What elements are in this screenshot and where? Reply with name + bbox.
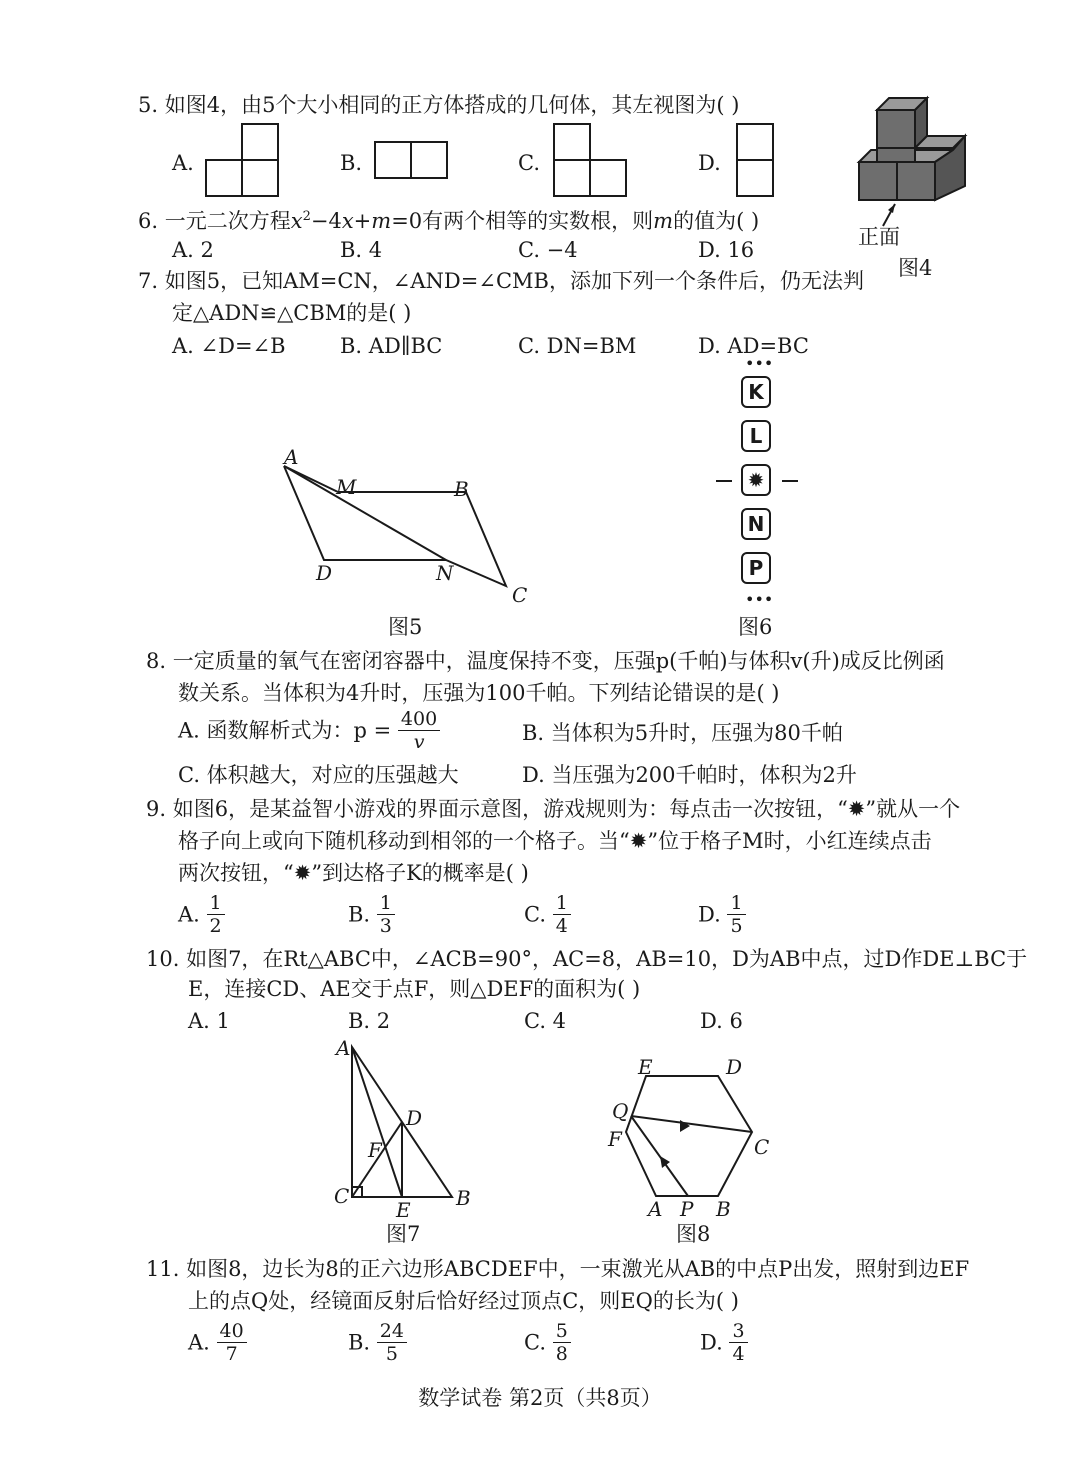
fig6-cell-m-current: ✹ (741, 464, 771, 496)
fig6-cell-l: L (741, 420, 771, 452)
fig6-cell-n: N (741, 508, 771, 540)
q11-stem-line1: 11. 如图8，边长为8的正六边形ABCDEF中，一束激光从AB的中点P出发，照射到边EF (146, 1257, 970, 1281)
q9-option-d: D. $\frac{1}{5}$ (698, 892, 746, 937)
q7-option-b: B. AD∥BC (340, 334, 443, 358)
fig5-label-n: N (436, 561, 454, 585)
q7-option-c: C. DN=BM (518, 334, 637, 358)
fig7-label-b: B (456, 1186, 471, 1210)
page-footer: 数学试卷 第2页（共8页） (418, 1386, 662, 1410)
figure-8 (604, 1050, 784, 1220)
figure-4-caption: 图4 (898, 256, 933, 280)
q5-option-c-label: C. (518, 151, 540, 175)
q11-option-d: D. $\frac{3}{4}$ (700, 1320, 748, 1365)
fig8-label-a: A (648, 1197, 663, 1221)
q7-stem-line1: 7. 如图5，已知AM=CN，∠AND=∠CMB，添加下列一个条件后，仍无法判 (138, 269, 864, 293)
q5-stem: 5. 如图4，由5个大小相同的正方体搭成的几何体，其左视图为( ) (138, 93, 740, 117)
fig8-label-q: Q (612, 1099, 629, 1123)
fig5-label-c: C (512, 583, 528, 607)
q9-stem-line1: 9. 如图6，是某益智小游戏的界面示意图，游戏规则为：每点击一次按钮，“✹”就从一个 (146, 797, 961, 821)
q10-stem-line1: 10. 如图7，在Rt△ABC中，∠ACB=90°，AC=8，AB=10，D为AB中点，过D作DE⊥BC于 (146, 947, 1028, 971)
fig8-label-d: D (726, 1055, 743, 1079)
q9-option-b: B. $\frac{1}{3}$ (348, 892, 395, 937)
figure-8-caption: 图8 (676, 1222, 711, 1246)
q8-stem-line1: 8. 一定质量的氧气在密闭容器中，温度保持不变，压强p(千帕)与体积v(升)成反比例函 (146, 649, 945, 673)
fig7-label-c: C (334, 1184, 350, 1208)
q8-option-d: D. 当压强为200千帕时，体积为2升 (522, 763, 857, 787)
figure-7-caption: 图7 (386, 1222, 421, 1246)
q5-option-b-view (373, 140, 449, 180)
q11-option-c: C. $\frac{5}{8}$ (524, 1320, 571, 1365)
fig7-label-e: E (396, 1198, 411, 1222)
q10-option-d: D. 6 (700, 1009, 743, 1033)
q8-option-b: B. 当体积为5升时，压强为80千帕 (522, 721, 843, 745)
q6-option-a: A. 2 (172, 238, 214, 262)
fig5-label-m: M (336, 475, 357, 499)
q8-stem-line2: 数关系。当体积为4升时，压强为100千帕。下列结论错误的是( ) (178, 681, 780, 705)
fig5-label-d: D (316, 561, 333, 585)
q11-stem-line2: 上的点Q处，经镜面反射后恰好经过顶点C，则EQ的长为( ) (188, 1289, 739, 1313)
q6-option-c: C. −4 (518, 238, 578, 262)
figure-5 (270, 440, 540, 610)
q10-option-c: C. 4 (524, 1009, 567, 1033)
q6-stem: 6. 一元二次方程$x^2-4x+m=0$有两个相等的实数根，则m的值为( ) (138, 209, 760, 233)
q7-option-d: D. AD=BC (698, 334, 809, 358)
q8-option-c: C. 体积越大，对应的压强越大 (178, 763, 459, 787)
fig5-label-b: B (454, 477, 469, 501)
q11-option-a: A. $\frac{40}{7}$ (188, 1320, 247, 1365)
q5-option-a-label: A. (172, 151, 194, 175)
q6-option-b: B. 4 (340, 238, 383, 262)
fig7-label-a: A (336, 1036, 351, 1060)
fig6-dots-top: ••• (745, 354, 774, 373)
q10-option-a: A. 1 (188, 1009, 230, 1033)
fig8-label-c: C (754, 1135, 770, 1159)
q5-option-b-label: B. (340, 151, 363, 175)
q5-option-a-view (205, 122, 280, 198)
q6-option-d: D. 16 (698, 238, 755, 262)
fig6-cell-k: K (741, 376, 771, 408)
fig8-label-b: B (716, 1197, 731, 1221)
fig6-cell-p: P (741, 552, 771, 584)
fig6-dots-bottom: ••• (745, 590, 774, 609)
q9-option-c: C. $\frac{1}{4}$ (524, 892, 571, 937)
q5-option-c-view (552, 122, 630, 198)
fig8-label-p: P (680, 1197, 694, 1221)
q5-option-d-view (735, 122, 777, 198)
figure-6-caption: 图6 (738, 615, 773, 639)
q10-option-b: B. 2 (348, 1009, 391, 1033)
fig5-label-a: A (284, 445, 299, 469)
q10-stem-line2: E，连接CD、AE交于点F，则△DEF的面积为( ) (188, 977, 641, 1001)
fig7-label-d: D (406, 1106, 423, 1130)
q7-stem-line2: 定△ADN≌△CBM的是( ) (172, 301, 412, 325)
figure-7 (330, 1035, 490, 1220)
q5-option-d-label: D. (698, 151, 721, 175)
fig8-label-f: F (608, 1127, 622, 1151)
q8-option-a: A. 函数解析式为：p = $\frac{400}{v}$ (178, 708, 440, 753)
q7-option-a: A. ∠D=∠B (172, 334, 286, 358)
figure-4-front-label: 正面 (858, 225, 900, 249)
figure-4-cubes (855, 88, 975, 248)
fig8-label-e: E (638, 1055, 653, 1079)
q9-stem-line3: 两次按钮，“✹”到达格子K的概率是( ) (178, 861, 529, 885)
figure-5-caption: 图5 (388, 615, 423, 639)
q11-option-b: B. $\frac{24}{5}$ (348, 1320, 407, 1365)
fig7-label-f: F (368, 1138, 382, 1162)
q9-option-a: A. $\frac{1}{2}$ (178, 892, 225, 937)
q9-stem-line2: 格子向上或向下随机移动到相邻的一个格子。当“✹”位于格子M时，小红连续点击 (178, 829, 932, 853)
